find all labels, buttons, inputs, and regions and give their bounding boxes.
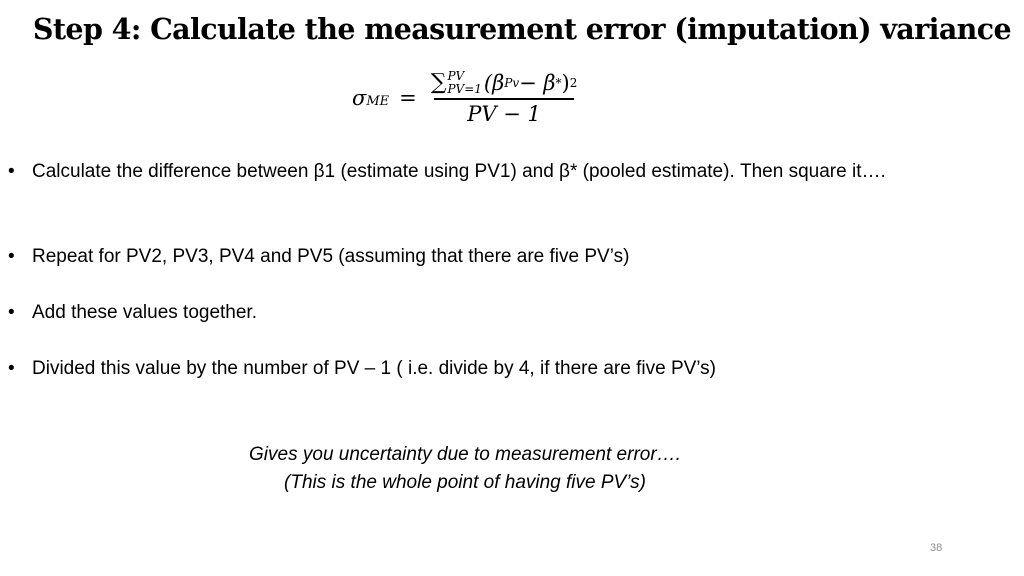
- numerator-close-paren: ): [561, 71, 570, 95]
- page-number: 38: [930, 542, 943, 554]
- bullet-marker: •: [8, 302, 15, 323]
- sum-lower-limit: PV=1: [447, 82, 482, 96]
- slide-title: Step 4: Calculate the measurement error (imputation) variance: [32, 12, 1012, 46]
- bullet-item: [0, 355, 1024, 383]
- bullet-text: Repeat for PV2, PV3, PV4 and PV5 (assuming that there are five PV’s): [32, 246, 630, 267]
- bullet-marker: •: [8, 358, 15, 379]
- formula-equals: =: [399, 85, 417, 110]
- numerator-beta-pv: (β: [483, 71, 505, 95]
- bullet-marker: •: [8, 161, 15, 182]
- bullet-text: Add these values together.: [32, 302, 257, 323]
- note-line-1: Gives you uncertainty due to measurement error….: [249, 444, 681, 465]
- numerator-power: 2: [569, 76, 578, 90]
- sum-limits: [447, 70, 481, 96]
- formula-sigma: σ: [352, 85, 367, 110]
- formula-denominator: PV − 1: [467, 101, 541, 126]
- note-block: [0, 441, 930, 497]
- sum-symbol: ∑: [430, 70, 447, 95]
- variance-formula: [352, 70, 581, 126]
- formula-numerator: [427, 70, 582, 98]
- bullet-text: Divided this value by the number of PV – 1 ( i.e. divide by 4, if there are five PV’s): [32, 358, 716, 379]
- formula-sum: [431, 70, 482, 96]
- sum-upper-limit: PV: [447, 69, 465, 83]
- formula-lhs: [352, 86, 417, 110]
- numerator-beta-star: − β: [519, 71, 556, 95]
- bullet-item: [0, 243, 1024, 271]
- bullet-marker: •: [8, 246, 15, 267]
- bullet-item: [0, 299, 1024, 327]
- numerator-star: *: [555, 76, 562, 90]
- bullet-item: [0, 158, 1024, 186]
- note-line-2: (This is the whole point of having five PV’s): [284, 472, 646, 493]
- formula-fraction: [427, 70, 582, 126]
- formula-sigma-subscript: ME: [366, 93, 390, 109]
- numerator-beta-subscript: Pv: [504, 76, 520, 90]
- bullet-text: Calculate the difference between β1 (estimate using PV1) and β* (pooled estimate). Then square it….: [32, 161, 886, 182]
